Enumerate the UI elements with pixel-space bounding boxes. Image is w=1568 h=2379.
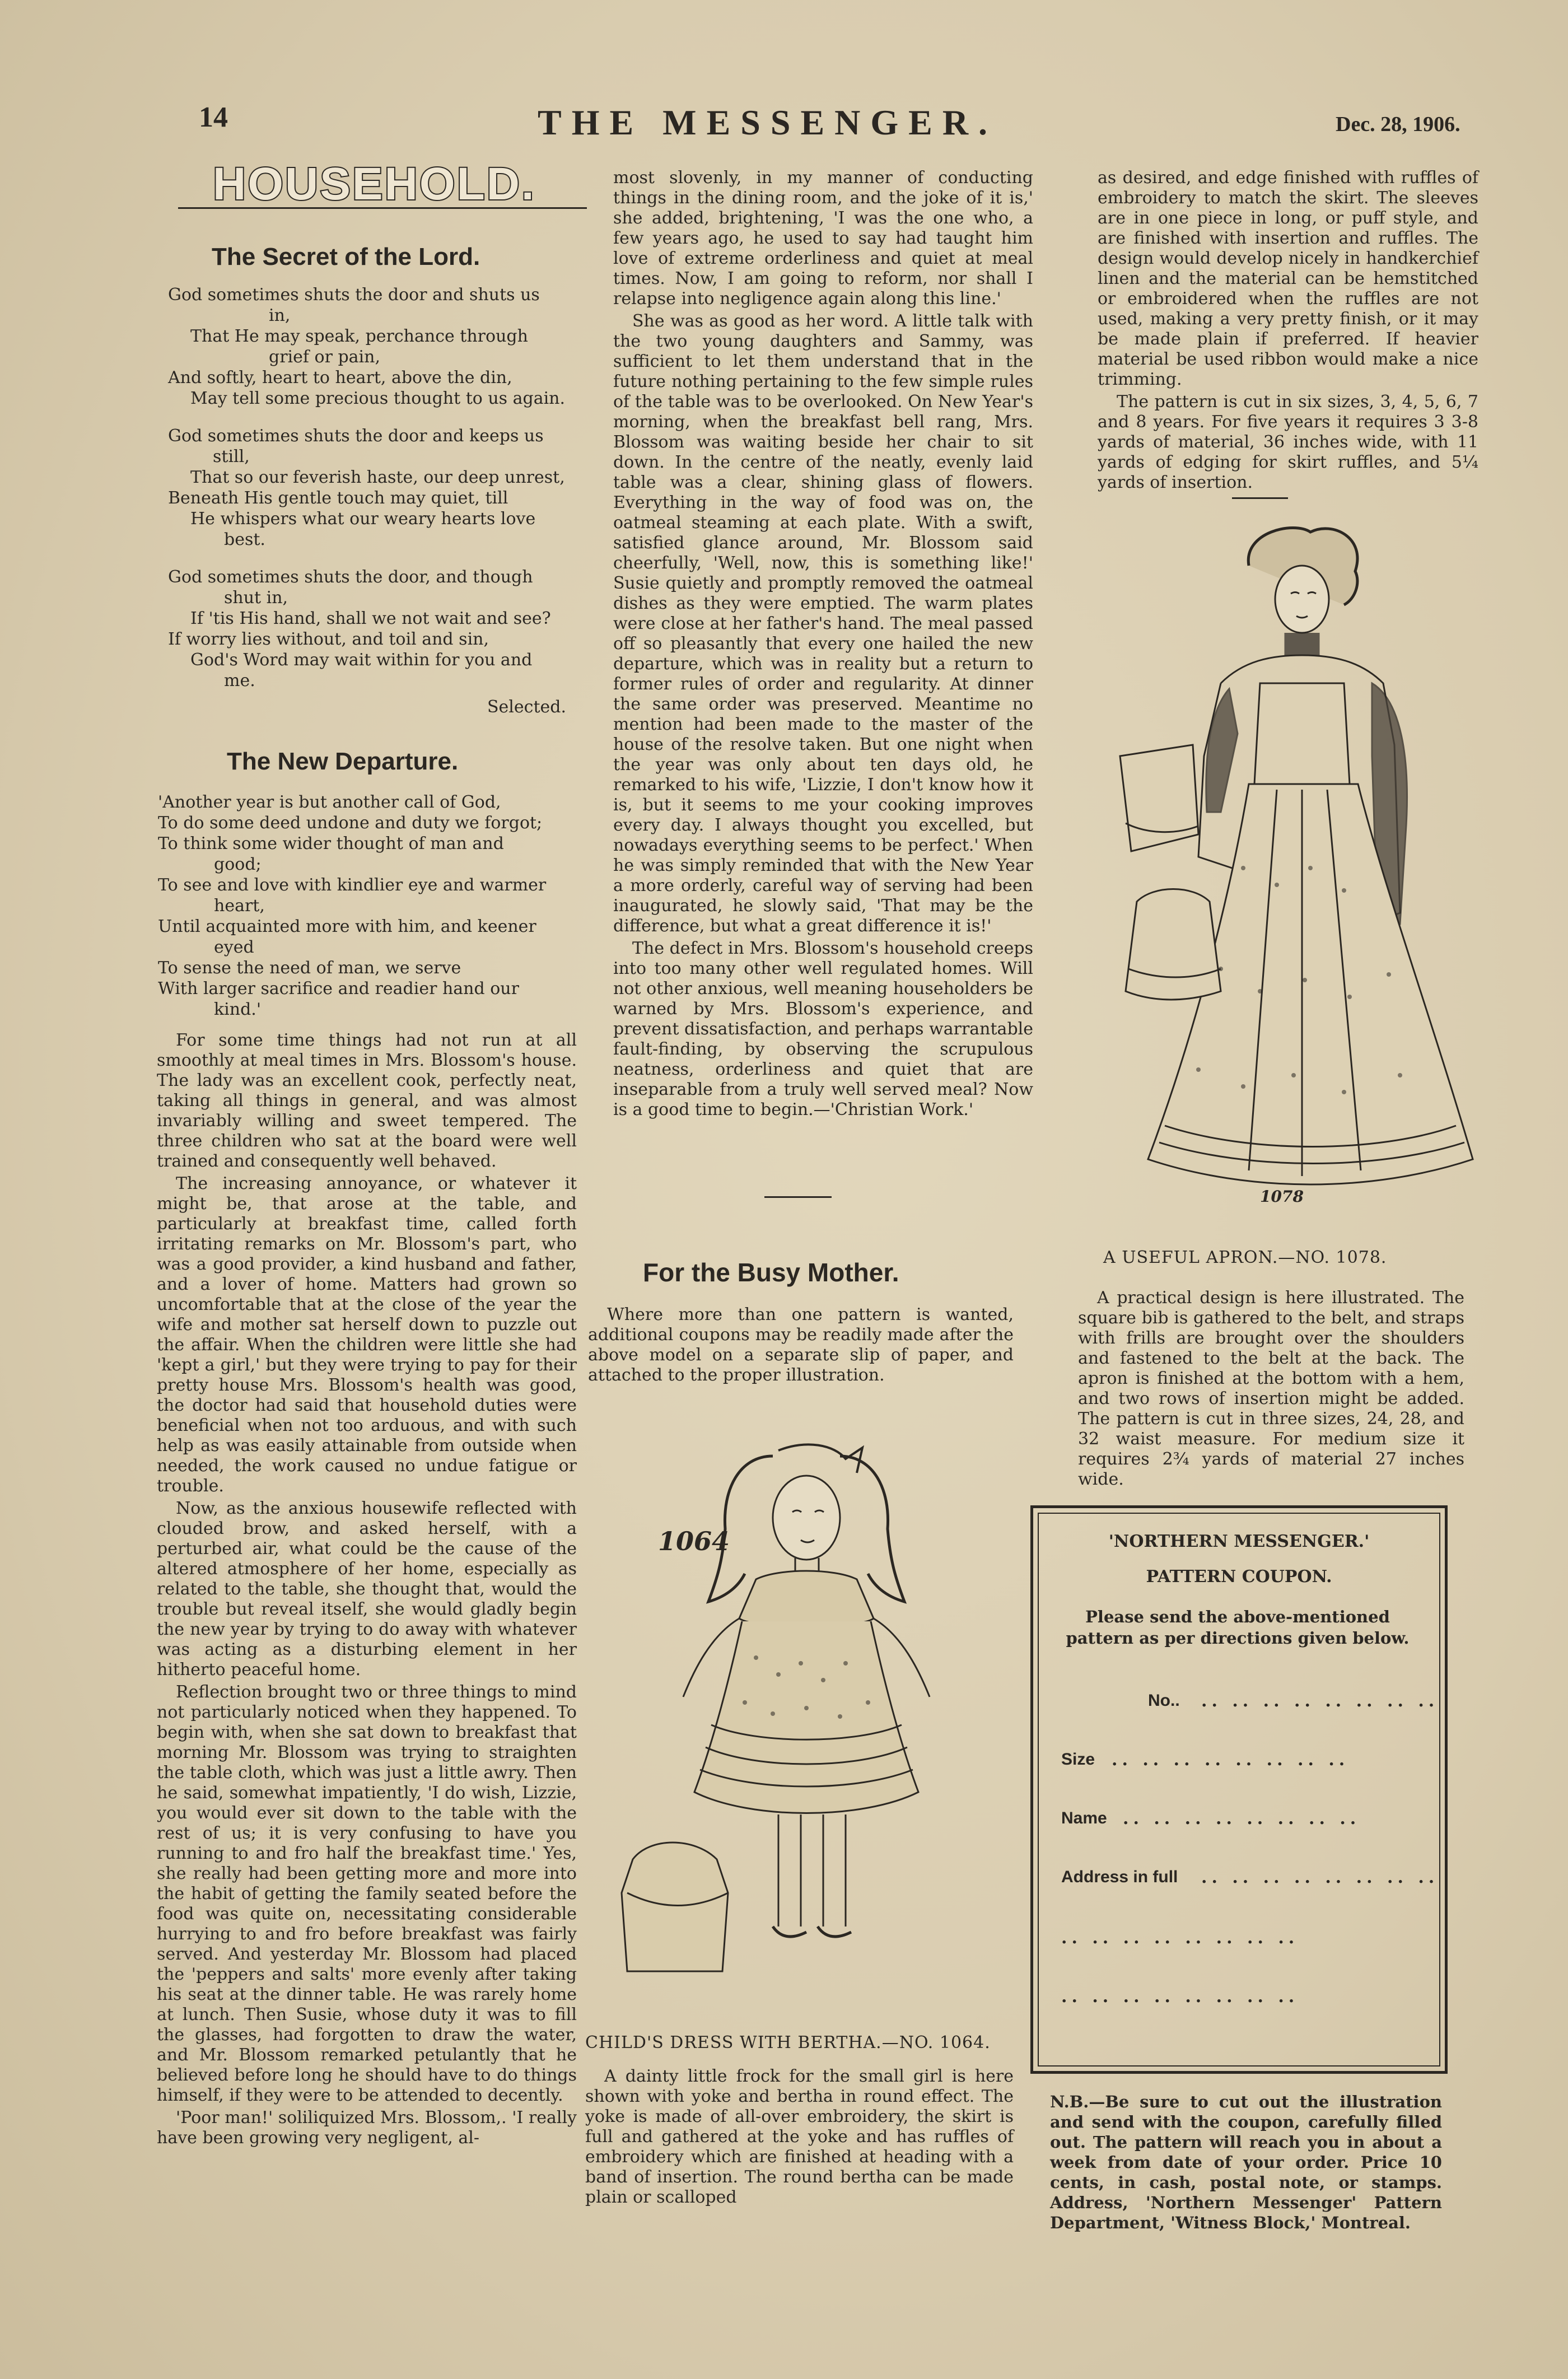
poem-line: best. — [224, 530, 265, 549]
article-title-departure: The New Departure. — [227, 748, 459, 775]
poem-line: kind.' — [214, 1000, 262, 1019]
paragraph: She was as good as her word. A little talk with the two young daughters and Sammy, was sufficient to let them understand that in the future nothing pertaining to the few simple rules of the table was to be overlooked. On New Year's morning, when the breakfast bell rang, Mrs. Blossom was waiting beside her chair to sit down. In the centre of the neatly, evenly laid table was a clear, shining glass of flowers. Everything in the way of food was on, the oatmeal steaming at each plate. With a swift, satisfied glance around, Mr. Blossom said cheerfully, 'Well, now, this is something like!' Susie quietly and promptly removed the oatmeal dishes as they were emptied. The warm plates were close at her father's hand. The meal passed off so pleasantly that every one hailed the new departure, which was in reality but a return to former rules of order and regularity. At dinner the same order was preserved. Meantime no mention had been made to the master of the house of the resolve taken. But one night when the year was only about ten days old, he remarked to his wife, 'Lizzie, I don't know how it is, but it seems to me your cooking improves every day. I always thought you excelled, but nowadays everything seems to be perfect.' When he was simply reminded that with the New Year a more orderly, careful way of serving had been inaugurated, he slowly said, 'That may be the difference, but what a great difference it is!' — [613, 311, 1033, 936]
column-divider-rule — [1232, 497, 1288, 499]
poem-line: God sometimes shuts the door, and though — [168, 567, 533, 587]
coupon-dots: .. .. .. .. .. .. .. .. — [1201, 1868, 1439, 1887]
poem-line: With larger sacrifice and readier hand our — [158, 979, 519, 999]
poem-departure — [158, 792, 584, 1020]
coupon-title: 'NORTHERN MESSENGER.' — [1108, 1532, 1370, 1551]
apron-description — [1078, 1288, 1464, 1492]
poem-line: Beneath His gentle touch may quiet, till — [168, 488, 508, 508]
poem-title-secret: The Secret of the Lord. — [212, 243, 480, 270]
poem-line: He whispers what our weary hearts love — [190, 509, 536, 529]
paragraph: The increasing annoyance, or whatever it might be, that arose at the table, and particularly at breakfast time, called forth irritating remarks on Mr. Blossom's part, who was a good provider, a kind husband and father, and a lover of home. Matters had grown so uncomfortable that at the close of the year the wife and mother sat herself down to puzzle out the affair. When the children were little she had 'kept a girl,' but they were trying to pay for their pretty house Mrs. Blossom's health was good, the doctor had said that household duties were beneficial when not too arduous, and with such help as was easily attainable from outside when needed, the work caused no undue fatigue or trouble. — [157, 1174, 577, 1496]
pattern-number-1078: 1078 — [1260, 1187, 1304, 1206]
paragraph: most slovenly, in my manner of conducting things in the dining room, and the joke of it is,' she added, brightening, 'I was the one who, a few years ago, he used to say had taught him love of extreme orderliness and quiet at meal times. Now, I am going to reform, nor shall I relapse into negligence again along this line.' — [613, 168, 1033, 309]
pattern-number-1064: 1064 — [658, 1526, 730, 1556]
poem-line: To think some wider thought of man and — [158, 834, 504, 853]
poem-line: To see and love with kindlier eye and warmer — [158, 875, 547, 895]
coupon-field-address: Address in full — [1061, 1868, 1178, 1886]
poem-signature: Selected. — [487, 697, 567, 717]
coupon-field-number: No.. — [1148, 1691, 1180, 1710]
paragraph: as desired, and edge finished with ruffles of embroidery to match the skirt. The sleeves are in one piece in long, or puff style, and are finished with insertion and ruffles. The design would develop nicely in handkerchief linen and the material can be hemstitched or embroidered when the ruffles are not used, making a very pretty finish, or it may be made plain if preferred. If heavier material be used ribbon would make a nice trimming. — [1098, 168, 1478, 389]
article-column-1 — [157, 1030, 577, 2151]
coupon-footer-note — [1050, 2092, 1442, 2235]
apron-illustration — [1109, 521, 1490, 1210]
section-title: HOUSEHOLD. — [213, 158, 536, 209]
poem-line: And softly, heart to heart, above the din, — [168, 368, 512, 388]
poem-line: 'Another year is but another call of God, — [158, 792, 501, 812]
paragraph: Where more than one pattern is wanted, additional coupons may be readily made after the above model on a separate slip of paper, and attached to the proper illustration. — [588, 1305, 1014, 1385]
poem-line: heart, — [214, 896, 265, 916]
poem-line: Until acquainted more with him, and keener — [158, 917, 536, 936]
page-number: 14 — [199, 101, 228, 133]
paragraph: A dainty little frock for the small girl is here shown with yoke and bertha in round effect. The yoke is made of all-over embroidery, the skirt is full and gathered at the yoke and has ruffles of embroidery which are finished at heading with a band of insertion. The round bertha can be made plain or scalloped — [585, 2067, 1014, 2207]
poem-line: good; — [214, 855, 262, 874]
caption-child-dress: CHILD'S DRESS WITH BERTHA.—NO. 1064. — [585, 2033, 991, 2053]
poem-line: That He may speak, perchance through — [190, 326, 528, 346]
poem-line: shut in, — [224, 588, 288, 608]
child-dress-illustration — [610, 1434, 1002, 2016]
poem-line: To sense the need of man, we serve — [158, 958, 461, 978]
poem-line: me. — [224, 671, 255, 691]
paragraph: For some time things had not run at all smoothly at meal times in Mrs. Blossom's house. The lady was an excellent cook, perfectly neat, taking all things in general, and was almost invariably willing and sweet tempered. The three children who sat at the board were well trained and consequently well behaved. — [157, 1030, 577, 1171]
coupon-dots: .. .. .. .. .. .. .. .. — [1123, 1809, 1361, 1828]
coupon-field-size: Size — [1061, 1750, 1095, 1769]
paragraph: 'Poor man!' soliliquized Mrs. Blossom,. 'I really have been growing very negligent, al- — [157, 2108, 577, 2148]
paragraph: Now, as the anxious housewife reflected with clouded brow, and asked herself, with a perturbed air, what could be the cause of the altered atmosphere of her home, especially as related to the table, she thought that, would the trouble but reveal itself, she would gladly begin the new year by trying to do away with whatever was acting as a disturbing element in her hitherto peaceful home. — [157, 1499, 577, 1680]
coupon-instructions: Please send the above-mentioned pattern as per directions given below. — [1066, 1607, 1410, 1648]
poem-line: God's Word may wait within for you and — [190, 650, 533, 670]
poem-line: God sometimes shuts the door and shuts us — [168, 285, 540, 305]
paragraph: The pattern is cut in six sizes, 3, 4, 5, 6, 7 and 8 years. For five years it requires 3 3-8 yards of material, 36 inches wide, with 11 yards of edging for skirt ruffles, and 5¼ yards of insertion. — [1098, 392, 1478, 492]
poem-line: still, — [213, 447, 250, 467]
child-dress-description — [585, 2067, 1014, 2210]
paragraph: The defect in Mrs. Blossom's household creeps into too many other well regulated homes. Will not other anxious, well meaning householders be warned by Mrs. Blossom's experience, and prevent dissatisfaction, and perhaps warrantable fault-finding, by observing the scrupulous neatness, orderliness and quiet that are inseparable from a truly well served meal? Now is a good time to begin.—'Christian Work.' — [613, 939, 1033, 1119]
poem-line: in, — [269, 306, 291, 325]
paragraph: N.B.—Be sure to cut out the illustration and send with the coupon, carefully filled out. The pattern will reach you in about a week from date of your order. Price 10 cents, in cash, postal note, or stamps. Address, 'Northern Messenger' Pattern Department, 'Witness Block,' Montreal. — [1050, 2092, 1442, 2232]
coupon-dots: .. .. .. .. .. .. .. .. — [1201, 1691, 1439, 1711]
column-divider-rule — [764, 1196, 832, 1198]
poem-line: If 'tis His hand, shall we not wait and see? — [190, 609, 551, 628]
paragraph: Reflection brought two or three things to mind not particularly noticed when they happened. To begin with, when she sat down to breakfast that morning Mr. Blossom was trying to straighten the table cloth, which was just a little awry. Then he said, somewhat impatiently, 'I do wish, Lizzie, you would ever sit down to the table with the rest of us; it is very confusing to have you running to and fro half the breakfast time.' Yes, she really had been getting more and more into the habit of getting the family seated before the food was quite on, necessitating considerable hurrying to and fro before breakfast was fairly served. And yesterday Mr. Blossom had placed the 'peppers and salts' more evenly after taking his seat at the dinner table. He was rarely home at lunch. Then Susie, whose duty it was to fill the glasses, had forgotten to draw the water, and Mr. Blossom remarked petulantly that he believed before long he should have to do things himself, if they were to be attended to decently. — [157, 1682, 577, 2105]
poem-secret — [168, 284, 594, 691]
busy-mother-intro — [588, 1305, 1014, 1388]
pattern-coupon — [1030, 1505, 1448, 2074]
poem-line: To do some deed undone and duty we forgot; — [158, 813, 543, 833]
coupon-dots: .. .. .. .. .. .. .. .. — [1061, 1928, 1299, 1948]
masthead: THE MESSENGER. — [538, 102, 998, 142]
paragraph: A practical design is here illustrated. The square bib is gathered to the belt, and straps with frills are brought over the shoulders and fastened to the belt at the back. The apron is finished at the bottom with a hem, and two rows of insertion might be added. The pattern is cut in three sizes, 24, 28, and 32 waist measure. For medium size it requires 2¾ yards of material 27 inches wide. — [1078, 1288, 1464, 1489]
poem-line: May tell some precious thought to us again. — [190, 389, 566, 408]
caption-apron: A USEFUL APRON.—NO. 1078. — [1103, 1248, 1387, 1267]
coupon-field-name: Name — [1061, 1809, 1107, 1827]
coupon-subtitle: PATTERN COUPON. — [1146, 1567, 1332, 1587]
article-title-busy-mother: For the Busy Mother. — [643, 1258, 899, 1287]
coupon-dots: .. .. .. .. .. .. .. .. — [1061, 1987, 1299, 2007]
poem-line: That so our feverish haste, our deep unrest, — [190, 468, 565, 487]
coupon-dots: .. .. .. .. .. .. .. .. — [1112, 1750, 1350, 1770]
poem-line: eyed — [214, 937, 254, 957]
article-column-2 — [613, 168, 1033, 1122]
section-title-underline — [178, 207, 587, 209]
poem-line: If worry lies without, and toil and sin, — [168, 629, 489, 649]
issue-date: Dec. 28, 1906. — [1336, 113, 1460, 136]
poem-line: God sometimes shuts the door and keeps us — [168, 426, 544, 446]
poem-line: grief or pain, — [269, 347, 381, 367]
coupon-inner-border — [1038, 1513, 1440, 2067]
article-column-3 — [1098, 168, 1478, 495]
